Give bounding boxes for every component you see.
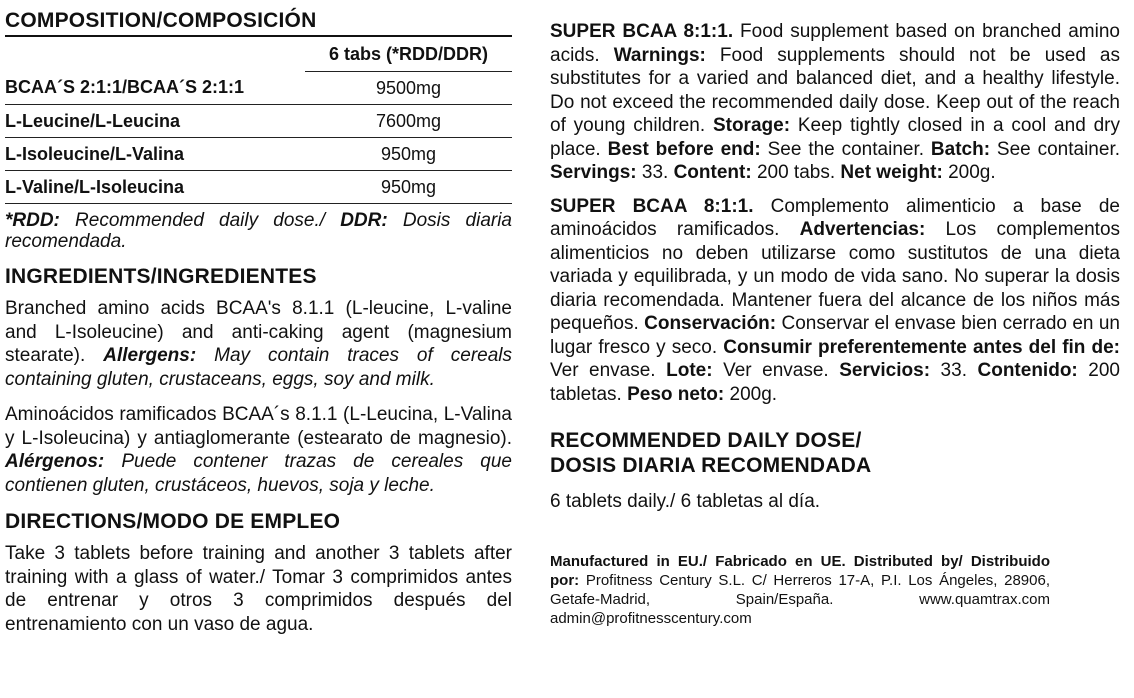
- net-weight-label: Peso neto:: [627, 383, 725, 405]
- content-label: Content:: [673, 162, 752, 183]
- nutrient-value: 950mg: [305, 138, 512, 171]
- table-row: [5, 171, 512, 204]
- composition-table-header-row: [5, 37, 512, 72]
- text: Food supplement based on branched amino acids.: [550, 21, 1120, 66]
- nutrient-value: 7600mg: [305, 105, 512, 138]
- english-description: [550, 20, 1120, 185]
- text: 200 tabs.: [751, 162, 841, 183]
- ingredients-en: [5, 297, 512, 391]
- daily-dose-heading-line1: RECOMMENDED DAILY DOSE/: [550, 429, 862, 452]
- ingredients-es: [5, 403, 512, 497]
- ingredients-en-text: Branched amino acids BCAA's 8.1.1 (L-leucine, L-valine and L-Isoleucine) and anti-caking agent (magnesium stearate).: [5, 298, 512, 366]
- rdd-label: *RDD:: [5, 210, 60, 231]
- nutrient-name: L-Valine/L-Isoleucina: [5, 171, 305, 204]
- nutrient-name: BCAA´S 2:1:1/BCAA´S 2:1:1: [5, 72, 305, 105]
- daily-dose-text: 6 tablets daily./ 6 tabletas al día.: [550, 491, 821, 512]
- table-row: [5, 138, 512, 171]
- text: Ver envase.: [712, 360, 840, 381]
- directions-text: Take 3 tablets before training and another 3 tablets after training with a glass of water./ Tomar 3 comprimidos antes de entrenar y otros 3 comprimidos después del entrenamiento con un vaso de agua.: [5, 543, 512, 635]
- batch-label: Lote:: [666, 360, 713, 381]
- text: Food supplements should not be used as substitutes for a varied and balanced diet, and a healthy lifestyle. Do not exceed the recommended daily dose. Keep out of the reach of young children.: [550, 44, 1120, 136]
- best-before-label: Best before end:: [607, 138, 761, 160]
- text: Ver envase.: [550, 360, 667, 381]
- ddr-label: DDR:: [340, 210, 388, 231]
- batch-label: Batch:: [930, 138, 991, 160]
- nutrient-value: 9500mg: [305, 72, 512, 105]
- ingredients-heading: INGREDIENTS/INGREDIENTES: [5, 265, 317, 288]
- servings-label: Servings:: [550, 162, 637, 183]
- text: Los complementos alimenticios no deben utilizarse como sustitutos de una dieta variada y equilibrada, y un modo de vida sano. No superar la dosis diaria recomendada. Mantener fuera del alcance de los niños más pequeños.: [550, 219, 1121, 334]
- nutrient-name: L-Leucine/L-Leucina: [5, 105, 305, 138]
- daily-dose-heading-line2: DOSIS DIARIA RECOMENDADA: [550, 454, 872, 477]
- product-name: SUPER BCAA 8:1:1.: [550, 195, 754, 217]
- best-before-label: Consumir preferentemente antes del fin de:: [723, 336, 1120, 358]
- text: Keep tightly closed in a cool and dry place.: [550, 115, 1120, 160]
- right-column: [550, 20, 1120, 628]
- allergens-es-text: Puede contener trazas de cereales que contienen gluten, crustáceos, huevos, soja y leche.: [5, 451, 512, 496]
- text: 33.: [930, 360, 978, 381]
- composition-column-header: 6 tabs (*RDD/DDR): [305, 37, 512, 72]
- directions-heading: DIRECTIONS/MODO DE EMPLEO: [5, 510, 341, 533]
- allergens-es-label: Alérgenos:: [5, 451, 105, 472]
- text: See the container.: [760, 138, 931, 160]
- manufacturer-label: Manufactured in EU./ Fabricado en UE. Distributed by/ Distribuido por:: [550, 552, 1050, 589]
- product-name: SUPER BCAA 8:1:1.: [550, 21, 734, 42]
- text: See container.: [990, 138, 1121, 160]
- text: 200 tabletas.: [550, 360, 1120, 405]
- warnings-label: Warnings:: [613, 44, 706, 66]
- composition-table: [5, 37, 512, 204]
- allergens-en-text: May contain traces of cereals containing gluten, crustaceans, eggs, soy and milk.: [5, 345, 512, 390]
- manufacturer-text: Profitness Century S.L. C/ Herreros 17-A, P.I. Los Ángeles, 28906, Getafe-Madrid, Spain/España. www.quamtrax.com admin@profitnesscentury.com: [550, 571, 1050, 627]
- table-row: [5, 72, 512, 105]
- left-column: [5, 8, 512, 636]
- net-weight-label: Net weight:: [840, 162, 943, 183]
- allergens-en-label: Allergens:: [103, 345, 197, 366]
- text: 33.: [636, 162, 674, 183]
- table-row: [5, 105, 512, 138]
- header-blank-cell: [5, 37, 305, 72]
- composition-heading: COMPOSITION/COMPOSICIÓN: [5, 8, 512, 37]
- manufacturer-info: [550, 552, 1050, 628]
- ddr-text: Dosis diaria recomendada.: [5, 210, 512, 252]
- rdd-text: Recommended daily dose./: [59, 210, 341, 231]
- text: 200g.: [942, 162, 996, 183]
- spanish-description: [550, 195, 1120, 407]
- daily-dose-section: [550, 428, 1120, 514]
- nutrient-name: L-Isoleucine/L-Valina: [5, 138, 305, 171]
- rdd-footnote: [5, 210, 512, 252]
- text: Complemento alimenticio a base de aminoácidos ramificados.: [550, 195, 1120, 240]
- content-label: Contenido:: [977, 360, 1078, 381]
- storage-label: Conservación:: [644, 313, 777, 334]
- text: 200g.: [724, 383, 778, 405]
- nutrient-value: 950mg: [305, 171, 512, 204]
- storage-label: Storage:: [712, 115, 791, 136]
- servings-label: Servicios:: [839, 360, 931, 381]
- ingredients-es-text: Aminoácidos ramificados BCAA´s 8.1.1 (L-Leucina, L-Valina y L-Isoleucina) y antiaglomerante (estearato de magnesio).: [5, 404, 512, 449]
- text: Conservar el envase bien cerrado en un lugar fresco y seco.: [550, 313, 1120, 358]
- warnings-label: Advertencias:: [799, 219, 926, 240]
